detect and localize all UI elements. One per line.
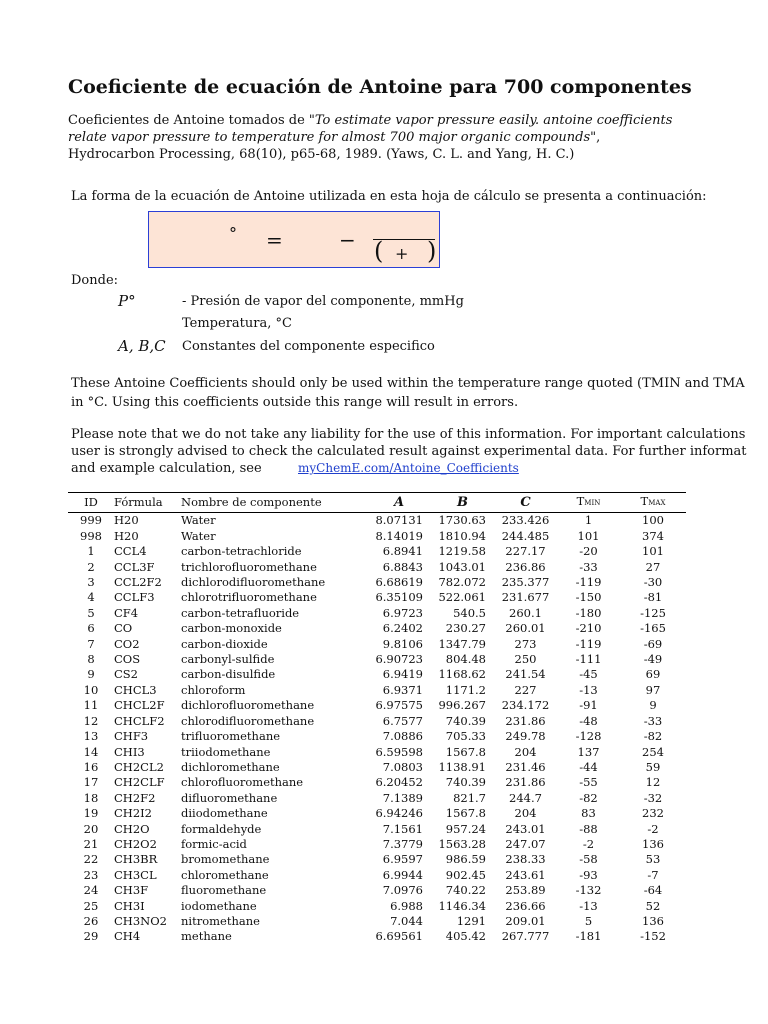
cell-b: 1291: [456, 913, 486, 928]
table-row: [68, 852, 686, 867]
table-row: [68, 575, 686, 590]
cell-name: trifluoromethane: [181, 729, 281, 744]
cell-c: 273: [514, 636, 537, 651]
cell-tmin: -44: [579, 759, 598, 774]
cell-a: 7.3779: [382, 836, 423, 851]
cell-id: 8: [87, 652, 95, 667]
cell-name: carbon-tetrafluoride: [181, 605, 300, 620]
cell-a: 7.0886: [382, 729, 423, 744]
cell-formula: CHCLF2: [114, 713, 165, 728]
cell-id: 26: [83, 913, 99, 928]
cell-a: 6.35109: [375, 590, 423, 605]
header-tmin: [557, 493, 620, 513]
equation-paren-close: ): [427, 237, 437, 265]
cell-tmin: 1: [584, 513, 593, 528]
cell-a: 6.9944: [382, 867, 423, 882]
cell-name: chloromethane: [181, 867, 269, 882]
cell-id: 22: [83, 852, 99, 867]
desc-constants: Constantes del componente especifico: [182, 339, 435, 354]
cell-tmax: 97: [645, 682, 661, 697]
cell-tmin: -210: [575, 621, 602, 636]
cell-id: 6: [87, 621, 95, 636]
cell-name: triiodomethane: [181, 744, 271, 759]
table-row: [68, 729, 686, 744]
cell-tmax: 9: [649, 698, 657, 713]
cell-tmax: -69: [643, 636, 663, 651]
cell-b: 902.45: [445, 867, 486, 882]
equation-minus: −: [339, 228, 356, 252]
cell-name: iodomethane: [181, 898, 257, 913]
table-row: [68, 544, 686, 559]
cell-b: 1138.91: [438, 759, 486, 774]
cell-b: 1168.62: [438, 667, 486, 682]
note2-line2: user is strongly advised to check the calculated result against experimental data. For further informat: [71, 444, 747, 459]
cell-b: 522.061: [438, 590, 486, 605]
cell-b: 1810.94: [438, 528, 486, 543]
cell-b: 1219.58: [438, 544, 486, 559]
cell-tmax: 69: [645, 667, 661, 682]
cell-tmin: -132: [575, 883, 602, 898]
header-a: A: [367, 493, 431, 513]
cell-name: Water: [181, 513, 216, 528]
cell-c: 267.777: [501, 929, 550, 944]
cell-a: 7.0976: [382, 883, 423, 898]
cell-b: 740.22: [445, 883, 486, 898]
cell-a: 6.90723: [375, 652, 423, 667]
cell-tmax: -82: [643, 729, 663, 744]
table-row: [68, 590, 686, 605]
cell-a: 9.8106: [382, 636, 423, 651]
cell-formula: CH2F2: [114, 790, 156, 805]
cell-formula: CS2: [114, 667, 138, 682]
cell-a: 6.9419: [382, 667, 423, 682]
cell-name: carbon-monoxide: [181, 621, 282, 636]
antoine-equation-box: [148, 211, 440, 268]
cell-tmin: -13: [579, 898, 598, 913]
cell-tmax: 27: [645, 559, 661, 574]
header-tmax: [620, 493, 686, 513]
cell-formula: CHI3: [114, 744, 145, 759]
equation-intro-text: La forma de la ecuación de Antoine utilizada en esta hoja de cálculo se presenta a continuación:: [71, 189, 707, 204]
cell-id: 999: [80, 513, 102, 528]
cell-c: 235.377: [501, 575, 550, 590]
cell-c: 250: [514, 652, 537, 667]
cell-id: 9: [87, 667, 95, 682]
cell-c: 260.1: [509, 605, 542, 620]
cell-formula: CH2O: [114, 821, 150, 836]
cell-a: 6.94246: [375, 806, 423, 821]
cell-tmax: 53: [645, 852, 661, 867]
table-row: [68, 775, 686, 790]
cell-tmax: -64: [643, 883, 663, 898]
cell-tmin: -119: [575, 575, 602, 590]
cell-name: trichlorofluoromethane: [181, 559, 317, 574]
table-row: [68, 683, 686, 698]
table-row: [68, 637, 686, 652]
cell-tmin: -91: [579, 698, 598, 713]
cell-id: 18: [83, 790, 99, 805]
cell-formula: CH3I: [114, 898, 145, 913]
header-name: Nombre de componente: [181, 493, 367, 513]
table-row: [68, 883, 686, 898]
cell-id: 2: [87, 559, 95, 574]
desc-vapor-pressure: - Presión de vapor del componente, mmHg: [182, 294, 464, 309]
cell-b: 1347.79: [438, 636, 486, 651]
cell-c: 231.86: [505, 775, 546, 790]
cell-tmin: 137: [577, 744, 600, 759]
cell-name: carbon-dioxide: [181, 636, 268, 651]
cell-tmin: -2: [582, 836, 595, 851]
note1-line1: These Antoine Coefficients should only be used within the temperature range quoted (TMIN and TMA: [71, 376, 745, 391]
page-title: Coeficiente de ecuación de Antoine para 700 componentes: [68, 76, 692, 98]
cell-c: 238.33: [505, 852, 546, 867]
cell-id: 29: [83, 929, 99, 944]
cell-formula: CH3F: [114, 883, 149, 898]
cell-tmin: -45: [579, 667, 598, 682]
cell-id: 7: [87, 636, 95, 651]
cell-id: 14: [83, 744, 99, 759]
cell-formula: CCL3F: [114, 559, 155, 574]
cell-formula: CCL2F2: [114, 575, 162, 590]
cell-c: 236.66: [505, 898, 546, 913]
cell-name: diiodomethane: [181, 806, 268, 821]
header-tmax-t: T: [640, 494, 649, 508]
cell-b: 996.267: [438, 698, 486, 713]
cell-formula: CCL4: [114, 544, 147, 559]
donde-label: Donde:: [71, 273, 119, 288]
cell-a: 6.9723: [382, 605, 423, 620]
temperature-range-note: [71, 374, 745, 412]
cell-name: dichlorofluoromethane: [181, 698, 315, 713]
cell-name: fluoromethane: [181, 883, 267, 898]
cell-c: 231.677: [501, 590, 550, 605]
cell-b: 1146.34: [438, 898, 486, 913]
cell-tmax: -2: [647, 821, 659, 836]
cell-a: 6.68619: [375, 575, 423, 590]
header-id: ID: [68, 493, 114, 513]
cell-b: 957.24: [445, 821, 486, 836]
note1-line2: in °C. Using this coefficients outside this range will result in errors.: [71, 395, 519, 410]
cell-tmin: 101: [577, 528, 600, 543]
cell-formula: CH2O2: [114, 836, 157, 851]
table-row: [68, 899, 686, 914]
cell-tmin: 83: [581, 806, 596, 821]
cell-b: 1730.63: [438, 513, 486, 528]
cell-id: 16: [83, 759, 99, 774]
cell-c: 244.485: [501, 528, 550, 543]
cell-id: 5: [87, 605, 95, 620]
intro-line2-suffix: ",: [590, 130, 601, 145]
cell-b: 986.59: [445, 852, 486, 867]
cell-tmax: -32: [643, 790, 663, 805]
cell-formula: CHCL3: [114, 682, 157, 697]
cell-b: 804.48: [445, 652, 486, 667]
cell-tmin: -181: [575, 929, 602, 944]
cell-b: 1043.01: [438, 559, 486, 574]
equation-paren-open: (: [374, 237, 384, 265]
table-row: [68, 560, 686, 575]
cell-tmax: 100: [642, 513, 664, 528]
cell-name: formaldehyde: [181, 821, 262, 836]
cell-a: 7.0803: [382, 759, 423, 774]
cell-tmin: -48: [579, 713, 598, 728]
cell-id: 13: [83, 729, 99, 744]
cell-a: 6.988: [390, 898, 423, 913]
cell-formula: CF4: [114, 605, 139, 620]
cell-a: 8.07131: [375, 513, 423, 528]
cell-b: 405.42: [445, 929, 486, 944]
intro-line1-italic: To estimate vapor pressure easily. antoine coefficients: [314, 113, 673, 128]
cell-tmin: 5: [584, 913, 593, 928]
cell-name: carbon-tetrachloride: [181, 544, 302, 559]
cell-a: 6.2402: [382, 621, 423, 636]
cell-name: dichloromethane: [181, 759, 280, 774]
cell-name: formic-acid: [181, 836, 247, 851]
intro-line1-prefix: Coeficientes de Antoine tomados de ": [68, 113, 315, 128]
cell-c: 204: [514, 744, 537, 759]
cell-name: dichlorodifluoromethane: [181, 575, 326, 590]
equation-plus: +: [395, 244, 409, 263]
cell-formula: CHCL2F: [114, 698, 165, 713]
cell-name: nitromethane: [181, 913, 260, 928]
cell-c: 233.426: [501, 513, 550, 528]
cell-c: 227: [514, 682, 537, 697]
header-c: C: [494, 493, 557, 513]
table-row: [68, 822, 686, 837]
cell-tmax: 59: [645, 759, 661, 774]
table-row: [68, 513, 686, 529]
cell-formula: H20: [114, 528, 139, 543]
cell-id: 20: [83, 821, 99, 836]
header-b: B: [431, 493, 494, 513]
cell-b: 1567.8: [445, 744, 486, 759]
cell-formula: CO2: [114, 636, 140, 651]
cell-c: 231.86: [505, 713, 546, 728]
table-row: [68, 667, 686, 682]
table-row: [68, 806, 686, 821]
cell-id: 17: [83, 775, 99, 790]
table-header-row: [68, 493, 686, 513]
cell-c: 241.54: [505, 667, 546, 682]
table-row: [68, 745, 686, 760]
table-row: [68, 929, 686, 944]
cell-tmax: 232: [642, 806, 664, 821]
cell-id: 12: [83, 713, 99, 728]
cell-formula: CH3BR: [114, 852, 158, 867]
cell-a: 6.59598: [375, 744, 423, 759]
desc-temperature: Temperatura, °C: [182, 316, 292, 331]
cell-name: chlorodifluoromethane: [181, 713, 315, 728]
cell-a: 7.044: [390, 913, 423, 928]
equation-degree: °: [229, 224, 237, 243]
cell-tmin: -58: [579, 852, 598, 867]
cell-formula: COS: [114, 652, 141, 667]
cell-a: 7.1561: [382, 821, 423, 836]
cell-tmin: -33: [579, 559, 598, 574]
table-row: [68, 529, 686, 544]
cell-b: 740.39: [445, 775, 486, 790]
cell-tmin: -88: [579, 821, 598, 836]
cell-c: 234.172: [501, 698, 550, 713]
note2-line1: Please note that we do not take any liability for the use of this information. For important calculations: [71, 427, 746, 442]
cell-c: 247.07: [505, 836, 546, 851]
cell-c: 243.61: [505, 867, 546, 882]
cell-c: 204: [514, 806, 537, 821]
intro-line2-italic: relate vapor pressure to temperature for almost 700 major organic compounds: [68, 130, 591, 145]
cell-b: 705.33: [445, 729, 486, 744]
cell-tmax: -81: [643, 590, 663, 605]
cell-id: 25: [83, 898, 99, 913]
cell-id: 23: [83, 867, 99, 882]
header-tmax-sub: MAX: [648, 499, 666, 507]
cell-a: 6.20452: [375, 775, 423, 790]
cell-name: carbon-disulfide: [181, 667, 276, 682]
cell-c: 243.01: [505, 821, 546, 836]
antoine-coefficients-link[interactable]: myChemE.com/Antoine_Coefficients: [298, 461, 519, 475]
cell-id: 24: [83, 883, 99, 898]
cell-tmin: -93: [579, 867, 598, 882]
cell-name: chloroform: [181, 682, 246, 697]
cell-a: 6.7577: [382, 713, 423, 728]
cell-b: 230.27: [445, 621, 486, 636]
cell-name: methane: [181, 929, 232, 944]
cell-formula: CO: [114, 621, 133, 636]
cell-formula: CH2CLF: [114, 775, 165, 790]
cell-tmin: -55: [579, 775, 598, 790]
cell-name: carbonyl-sulfide: [181, 652, 275, 667]
cell-tmin: -119: [575, 636, 602, 651]
cell-b: 821.7: [453, 790, 486, 805]
cell-tmax: 52: [645, 898, 661, 913]
table-row: [68, 791, 686, 806]
equation-equals: =: [266, 228, 283, 252]
symbol-p-degree: P°: [118, 292, 136, 310]
table-row: [68, 606, 686, 621]
cell-tmin: -128: [575, 729, 602, 744]
cell-formula: CHF3: [114, 729, 149, 744]
cell-name: bromomethane: [181, 852, 270, 867]
cell-tmax: -49: [643, 652, 663, 667]
cell-formula: CH3NO2: [114, 913, 167, 928]
symbol-abc: A, B,C: [118, 337, 166, 355]
cell-tmax: 101: [642, 544, 664, 559]
cell-tmax: -30: [643, 575, 663, 590]
cell-b: 1563.28: [438, 836, 486, 851]
table-row: [68, 837, 686, 852]
cell-formula: H20: [114, 513, 139, 528]
cell-tmin: -13: [579, 682, 598, 697]
cell-name: Water: [181, 528, 216, 543]
table-row: [68, 760, 686, 775]
table-row: [68, 621, 686, 636]
cell-tmax: 136: [642, 836, 664, 851]
cell-id: 10: [83, 682, 99, 697]
cell-formula: CH2I2: [114, 806, 153, 821]
cell-b: 1567.8: [445, 806, 486, 821]
cell-tmax: 254: [642, 744, 664, 759]
cell-b: 740.39: [445, 713, 486, 728]
cell-tmax: -152: [640, 929, 666, 944]
antoine-coefficients-table: [68, 492, 686, 945]
cell-id: 998: [80, 528, 102, 543]
cell-id: 1: [87, 544, 95, 559]
cell-c: 244.7: [509, 790, 542, 805]
table-row: [68, 914, 686, 929]
table-row: [68, 698, 686, 713]
intro-citation: [68, 112, 672, 163]
cell-a: 7.1389: [382, 790, 423, 805]
cell-id: 4: [87, 590, 95, 605]
cell-c: 253.89: [505, 883, 546, 898]
cell-tmax: -125: [640, 605, 666, 620]
note2-line3: and example calculation, see: [71, 461, 262, 476]
cell-name: chlorotrifluoromethane: [181, 590, 317, 605]
cell-tmin: -20: [579, 544, 598, 559]
table-body: [68, 513, 686, 945]
cell-c: 236.86: [505, 559, 546, 574]
cell-tmax: -33: [643, 713, 663, 728]
cell-tmax: -7: [647, 867, 659, 882]
cell-tmax: 12: [645, 775, 661, 790]
cell-c: 231.46: [505, 759, 546, 774]
cell-formula: CH4: [114, 929, 141, 944]
cell-formula: CCLF3: [114, 590, 155, 605]
table-row: [68, 652, 686, 667]
cell-c: 227.17: [505, 544, 546, 559]
cell-c: 260.01: [505, 621, 546, 636]
cell-tmin: -111: [575, 652, 602, 667]
cell-a: 6.8941: [382, 544, 423, 559]
cell-tmin: -150: [575, 590, 602, 605]
cell-b: 1171.2: [445, 682, 486, 697]
cell-id: 19: [83, 806, 99, 821]
cell-a: 8.14019: [375, 528, 423, 543]
cell-a: 6.97575: [375, 698, 423, 713]
cell-name: chlorofluoromethane: [181, 775, 304, 790]
header-formula: Fórmula: [114, 493, 181, 513]
header-tmin-t: T: [576, 494, 585, 508]
cell-name: difluoromethane: [181, 790, 278, 805]
intro-line3: Hydrocarbon Processing, 68(10), p65-68, 1989. (Yaws, C. L. and Yang, H. C.): [68, 147, 575, 162]
cell-id: 21: [83, 836, 99, 851]
table-row: [68, 714, 686, 729]
cell-a: 6.9371: [382, 682, 423, 697]
cell-c: 209.01: [505, 913, 546, 928]
cell-b: 782.072: [438, 575, 486, 590]
cell-tmin: -180: [575, 605, 602, 620]
cell-tmax: 374: [642, 528, 664, 543]
table-row: [68, 868, 686, 883]
cell-tmin: -82: [579, 790, 598, 805]
cell-a: 6.9597: [382, 852, 423, 867]
header-tmin-sub: MIN: [584, 499, 601, 507]
cell-tmax: -165: [640, 621, 666, 636]
cell-formula: CH2CL2: [114, 759, 164, 774]
cell-formula: CH3CL: [114, 867, 157, 882]
cell-c: 249.78: [505, 729, 546, 744]
cell-a: 6.8843: [382, 559, 423, 574]
cell-a: 6.69561: [375, 929, 423, 944]
cell-b: 540.5: [453, 605, 486, 620]
cell-tmax: 136: [642, 913, 664, 928]
cell-id: 11: [83, 698, 99, 713]
cell-id: 3: [87, 575, 95, 590]
